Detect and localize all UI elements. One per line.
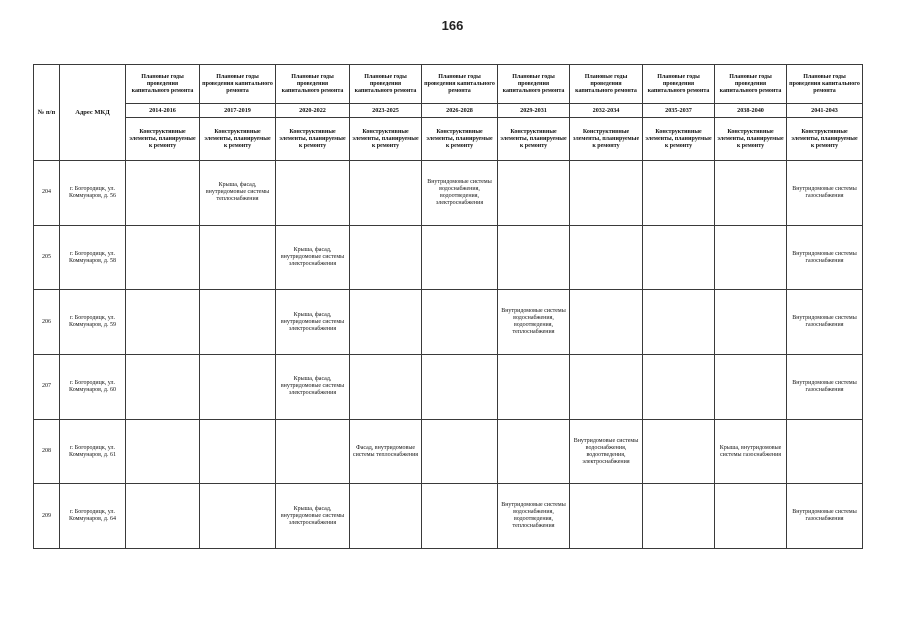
row-number: 209 (34, 484, 60, 549)
repair-cell (350, 484, 422, 549)
repair-cell: Внутридомовые системы газоснабжения (787, 161, 863, 226)
period-header: Плановые годы проведения капитального ремонта (126, 65, 200, 104)
repair-cell: Крыша, фасад, внутридомовые системы электроснабжения (276, 225, 350, 290)
repair-cell (126, 355, 200, 420)
repair-cell (570, 484, 643, 549)
row-address: г. Богородицк, ул. Коммунаров, д. 64 (60, 484, 126, 549)
year-range-header: 2032-2034 (570, 104, 643, 118)
year-range-header: 2014-2016 (126, 104, 200, 118)
period-header: Плановые годы проведения капитального ремонта (276, 65, 350, 104)
repair-cell (715, 355, 787, 420)
repair-cell (787, 419, 863, 484)
header-row-elements (34, 118, 863, 161)
header-row-years (34, 104, 863, 118)
repair-cell (422, 484, 498, 549)
repair-cell: Внутридомовые системы водоснабжения, водоотведения, электроснабжения (570, 419, 643, 484)
repair-cell (643, 484, 715, 549)
table-row (34, 484, 863, 549)
repair-cell (570, 161, 643, 226)
header-row-period (34, 65, 863, 104)
elements-header: Конструктивные элементы, планируемые к ремонту (570, 118, 643, 161)
repair-cell (200, 290, 276, 355)
repair-cell (643, 355, 715, 420)
repair-cell (200, 355, 276, 420)
repair-cell: Крыша, фасад, внутридомовые системы теплоснабжения (200, 161, 276, 226)
capital-repair-table (33, 64, 863, 549)
elements-header: Конструктивные элементы, планируемые к ремонту (126, 118, 200, 161)
table-row (34, 290, 863, 355)
repair-cell: Крыша, фасад, внутридомовые системы электроснабжения (276, 484, 350, 549)
repair-cell (422, 290, 498, 355)
year-range-header: 2035-2037 (643, 104, 715, 118)
elements-header: Конструктивные элементы, планируемые к ремонту (422, 118, 498, 161)
repair-cell (350, 225, 422, 290)
period-header: Плановые годы проведения капитального ремонта (350, 65, 422, 104)
table-row (34, 355, 863, 420)
table-row (34, 419, 863, 484)
repair-cell (715, 225, 787, 290)
row-address: г. Богородицк, ул. Коммунаров, д. 61 (60, 419, 126, 484)
table-row (34, 225, 863, 290)
repair-cell (126, 419, 200, 484)
page-number: 166 (441, 18, 464, 33)
period-header: Плановые годы проведения капитального ремонта (787, 65, 863, 104)
repair-cell: Фасад, внутридомовые системы теплоснабжения (350, 419, 422, 484)
repair-cell: Крыша, внутридомовые системы газоснабжения (715, 419, 787, 484)
elements-header: Конструктивные элементы, планируемые к ремонту (276, 118, 350, 161)
repair-cell (643, 419, 715, 484)
elements-header: Конструктивные элементы, планируемые к ремонту (200, 118, 276, 161)
row-number: 206 (34, 290, 60, 355)
repair-cell (643, 290, 715, 355)
repair-cell (126, 225, 200, 290)
repair-cell (570, 290, 643, 355)
num-column-header: № п/п (34, 65, 60, 161)
repair-cell (498, 355, 570, 420)
repair-cell (350, 355, 422, 420)
repair-cell: Внутридомовые системы водоснабжения, водоотведения, теплоснабжения (498, 290, 570, 355)
period-header: Плановые годы проведения капитального ремонта (422, 65, 498, 104)
repair-cell: Крыша, фасад, внутридомовые системы электроснабжения (276, 290, 350, 355)
period-header: Плановые годы проведения капитального ремонта (200, 65, 276, 104)
repair-cell: Внутридомовые системы газоснабжения (787, 355, 863, 420)
year-range-header: 2026-2028 (422, 104, 498, 118)
repair-cell: Внутридомовые системы газоснабжения (787, 225, 863, 290)
address-column-header: Адрес МКД (60, 65, 126, 161)
repair-cell (126, 161, 200, 226)
repair-cell (643, 161, 715, 226)
elements-header: Конструктивные элементы, планируемые к ремонту (787, 118, 863, 161)
repair-cell: Внутридомовые системы водоснабжения, водоотведения, теплоснабжения (498, 484, 570, 549)
repair-cell (715, 484, 787, 549)
repair-cell: Внутридомовые системы газоснабжения (787, 290, 863, 355)
row-number: 205 (34, 225, 60, 290)
repair-cell (570, 355, 643, 420)
repair-cell (200, 225, 276, 290)
year-range-header: 2017-2019 (200, 104, 276, 118)
repair-cell (200, 419, 276, 484)
year-range-header: 2029-2031 (498, 104, 570, 118)
elements-header: Конструктивные элементы, планируемые к ремонту (715, 118, 787, 161)
repair-cell (276, 161, 350, 226)
repair-cell: Внутридомовые системы газоснабжения (787, 484, 863, 549)
elements-header: Конструктивные элементы, планируемые к ремонту (498, 118, 570, 161)
year-range-header: 2020-2022 (276, 104, 350, 118)
repair-cell (422, 225, 498, 290)
row-address: г. Богородицк, ул. Коммунаров, д. 56 (60, 161, 126, 226)
year-range-header: 2038-2040 (715, 104, 787, 118)
year-range-header: 2023-2025 (350, 104, 422, 118)
repair-cell: Внутридомовые системы водоснабжения, водоотведения, электроснабжения (422, 161, 498, 226)
period-header: Плановые годы проведения капитального ремонта (498, 65, 570, 104)
row-address: г. Богородицк, ул. Коммунаров, д. 60 (60, 355, 126, 420)
row-address: г. Богородицк, ул. Коммунаров, д. 58 (60, 225, 126, 290)
repair-cell (715, 161, 787, 226)
repair-cell (350, 161, 422, 226)
repair-cell (200, 484, 276, 549)
row-address: г. Богородицк, ул. Коммунаров, д. 59 (60, 290, 126, 355)
repair-cell: Крыша, фасад, внутридомовые системы электроснабжения (276, 355, 350, 420)
repair-cell (570, 225, 643, 290)
repair-cell (350, 290, 422, 355)
period-header: Плановые годы проведения капитального ремонта (570, 65, 643, 104)
elements-header: Конструктивные элементы, планируемые к ремонту (643, 118, 715, 161)
repair-cell (498, 419, 570, 484)
repair-cell (276, 419, 350, 484)
row-number: 204 (34, 161, 60, 226)
repair-cell (715, 290, 787, 355)
period-header: Плановые годы проведения капитального ремонта (643, 65, 715, 104)
row-number: 207 (34, 355, 60, 420)
repair-cell (422, 419, 498, 484)
year-range-header: 2041-2043 (787, 104, 863, 118)
repair-cell (498, 161, 570, 226)
table-row (34, 161, 863, 226)
repair-cell (126, 484, 200, 549)
period-header: Плановые годы проведения капитального ремонта (715, 65, 787, 104)
row-number: 208 (34, 419, 60, 484)
repair-cell (643, 225, 715, 290)
repair-cell (498, 225, 570, 290)
repair-cell (126, 290, 200, 355)
repair-cell (422, 355, 498, 420)
elements-header: Конструктивные элементы, планируемые к ремонту (350, 118, 422, 161)
